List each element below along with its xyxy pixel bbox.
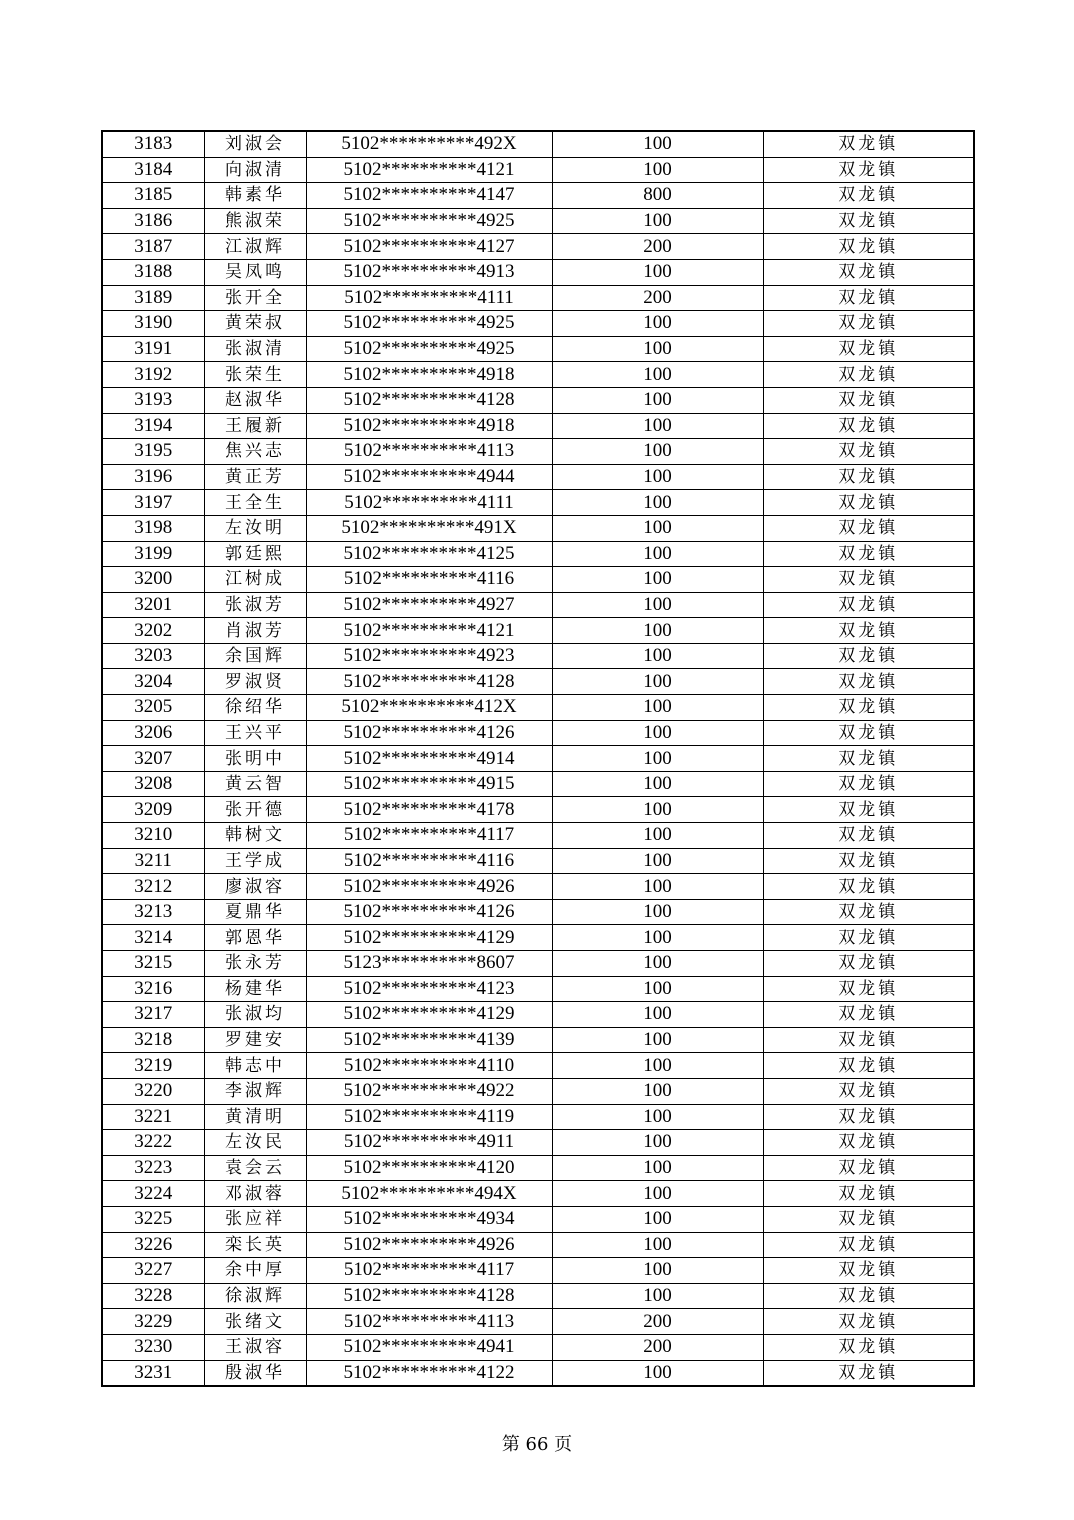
town-cell: 双龙镇 xyxy=(763,874,974,900)
id-number-cell: 5102**********4922 xyxy=(306,1078,552,1104)
name-cell: 郭恩华 xyxy=(204,925,306,951)
town-cell: 双龙镇 xyxy=(763,1258,974,1284)
amount-cell: 100 xyxy=(552,874,763,900)
id-number-cell: 5102**********494X xyxy=(306,1181,552,1207)
name-cell: 熊淑荣 xyxy=(204,208,306,234)
row-number-cell: 3188 xyxy=(102,259,204,285)
id-number-cell: 5102**********4128 xyxy=(306,387,552,413)
name-cell: 黄清明 xyxy=(204,1104,306,1130)
row-number-cell: 3225 xyxy=(102,1206,204,1232)
name-cell: 韩志中 xyxy=(204,1053,306,1079)
id-number-cell: 5102**********4110 xyxy=(306,1053,552,1079)
amount-cell: 200 xyxy=(552,234,763,260)
name-cell: 殷淑华 xyxy=(204,1360,306,1386)
amount-cell: 100 xyxy=(552,541,763,567)
id-number-cell: 5123**********8607 xyxy=(306,951,552,977)
id-number-cell: 5102**********4923 xyxy=(306,643,552,669)
id-number-cell: 5102**********4129 xyxy=(306,925,552,951)
table-row xyxy=(102,387,974,413)
name-cell: 栾长英 xyxy=(204,1232,306,1258)
row-number-cell: 3220 xyxy=(102,1078,204,1104)
amount-cell: 100 xyxy=(552,439,763,465)
name-cell: 王全生 xyxy=(204,490,306,516)
name-cell: 张开全 xyxy=(204,285,306,311)
table-row xyxy=(102,1155,974,1181)
id-number-cell: 5102**********4178 xyxy=(306,797,552,823)
town-cell: 双龙镇 xyxy=(763,771,974,797)
amount-cell: 100 xyxy=(552,1181,763,1207)
id-number-cell: 5102**********4926 xyxy=(306,1232,552,1258)
id-number-cell: 5102**********4914 xyxy=(306,746,552,772)
row-number-cell: 3189 xyxy=(102,285,204,311)
amount-cell: 100 xyxy=(552,157,763,183)
table-row xyxy=(102,976,974,1002)
amount-cell: 100 xyxy=(552,515,763,541)
table-row xyxy=(102,771,974,797)
id-number-cell: 5102**********4111 xyxy=(306,285,552,311)
row-number-cell: 3197 xyxy=(102,490,204,516)
id-number-cell: 5102**********412X xyxy=(306,695,552,721)
table-row xyxy=(102,1309,974,1335)
town-cell: 双龙镇 xyxy=(763,515,974,541)
table-row xyxy=(102,823,974,849)
row-number-cell: 3226 xyxy=(102,1232,204,1258)
town-cell: 双龙镇 xyxy=(763,720,974,746)
town-cell: 双龙镇 xyxy=(763,1002,974,1028)
town-cell: 双龙镇 xyxy=(763,183,974,209)
table-row xyxy=(102,541,974,567)
id-number-cell: 5102**********4925 xyxy=(306,208,552,234)
name-cell: 赵淑华 xyxy=(204,387,306,413)
amount-cell: 200 xyxy=(552,285,763,311)
row-number-cell: 3223 xyxy=(102,1155,204,1181)
id-number-cell: 5102**********4913 xyxy=(306,259,552,285)
town-cell: 双龙镇 xyxy=(763,464,974,490)
row-number-cell: 3221 xyxy=(102,1104,204,1130)
amount-cell: 100 xyxy=(552,746,763,772)
town-cell: 双龙镇 xyxy=(763,1309,974,1335)
id-number-cell: 5102**********4934 xyxy=(306,1206,552,1232)
table-row xyxy=(102,1232,974,1258)
id-number-cell: 5102**********4123 xyxy=(306,976,552,1002)
row-number-cell: 3211 xyxy=(102,848,204,874)
row-number-cell: 3227 xyxy=(102,1258,204,1284)
town-cell: 双龙镇 xyxy=(763,1206,974,1232)
row-number-cell: 3206 xyxy=(102,720,204,746)
amount-cell: 100 xyxy=(552,951,763,977)
row-number-cell: 3204 xyxy=(102,669,204,695)
amount-cell: 100 xyxy=(552,848,763,874)
table-row xyxy=(102,183,974,209)
town-cell: 双龙镇 xyxy=(763,1181,974,1207)
name-cell: 吴凤鸣 xyxy=(204,259,306,285)
name-cell: 张开德 xyxy=(204,797,306,823)
id-number-cell: 5102**********4926 xyxy=(306,874,552,900)
table-row xyxy=(102,1027,974,1053)
name-cell: 王兴平 xyxy=(204,720,306,746)
name-cell: 余国辉 xyxy=(204,643,306,669)
row-number-cell: 3222 xyxy=(102,1130,204,1156)
row-number-cell: 3183 xyxy=(102,131,204,157)
row-number-cell: 3207 xyxy=(102,746,204,772)
table-row xyxy=(102,1078,974,1104)
amount-cell: 100 xyxy=(552,490,763,516)
table-row xyxy=(102,1053,974,1079)
amount-cell: 800 xyxy=(552,183,763,209)
id-number-cell: 5102**********4941 xyxy=(306,1334,552,1360)
name-cell: 廖淑容 xyxy=(204,874,306,900)
name-cell: 徐绍华 xyxy=(204,695,306,721)
amount-cell: 100 xyxy=(552,1206,763,1232)
town-cell: 双龙镇 xyxy=(763,976,974,1002)
id-number-cell: 5102**********4126 xyxy=(306,720,552,746)
id-number-cell: 5102**********4128 xyxy=(306,1283,552,1309)
name-cell: 韩素华 xyxy=(204,183,306,209)
name-cell: 张应祥 xyxy=(204,1206,306,1232)
town-cell: 双龙镇 xyxy=(763,1130,974,1156)
row-number-cell: 3198 xyxy=(102,515,204,541)
table-row xyxy=(102,464,974,490)
row-number-cell: 3187 xyxy=(102,234,204,260)
amount-cell: 100 xyxy=(552,131,763,157)
amount-cell: 100 xyxy=(552,1232,763,1258)
row-number-cell: 3230 xyxy=(102,1334,204,1360)
name-cell: 张淑清 xyxy=(204,336,306,362)
row-number-cell: 3208 xyxy=(102,771,204,797)
table-row xyxy=(102,285,974,311)
name-cell: 张明中 xyxy=(204,746,306,772)
table-row xyxy=(102,311,974,337)
amount-cell: 100 xyxy=(552,1002,763,1028)
name-cell: 杨建华 xyxy=(204,976,306,1002)
table-row xyxy=(102,567,974,593)
amount-cell: 100 xyxy=(552,797,763,823)
id-number-cell: 5102**********4121 xyxy=(306,618,552,644)
town-cell: 双龙镇 xyxy=(763,387,974,413)
table-row xyxy=(102,1258,974,1284)
id-number-cell: 5102**********4113 xyxy=(306,439,552,465)
table-row xyxy=(102,259,974,285)
id-number-cell: 5102**********4122 xyxy=(306,1360,552,1386)
row-number-cell: 3212 xyxy=(102,874,204,900)
name-cell: 郭廷熙 xyxy=(204,541,306,567)
amount-cell: 100 xyxy=(552,618,763,644)
table-row xyxy=(102,746,974,772)
amount-cell: 100 xyxy=(552,771,763,797)
town-cell: 双龙镇 xyxy=(763,234,974,260)
row-number-cell: 3203 xyxy=(102,643,204,669)
name-cell: 张永芳 xyxy=(204,951,306,977)
row-number-cell: 3217 xyxy=(102,1002,204,1028)
town-cell: 双龙镇 xyxy=(763,925,974,951)
table-row xyxy=(102,1181,974,1207)
table-row xyxy=(102,618,974,644)
id-number-cell: 5102**********4125 xyxy=(306,541,552,567)
row-number-cell: 3201 xyxy=(102,592,204,618)
town-cell: 双龙镇 xyxy=(763,259,974,285)
row-number-cell: 3192 xyxy=(102,362,204,388)
town-cell: 双龙镇 xyxy=(763,490,974,516)
row-number-cell: 3231 xyxy=(102,1360,204,1386)
town-cell: 双龙镇 xyxy=(763,1053,974,1079)
row-number-cell: 3200 xyxy=(102,567,204,593)
row-number-cell: 3191 xyxy=(102,336,204,362)
amount-cell: 100 xyxy=(552,1258,763,1284)
row-number-cell: 3224 xyxy=(102,1181,204,1207)
table-row xyxy=(102,695,974,721)
table-row xyxy=(102,643,974,669)
amount-cell: 100 xyxy=(552,720,763,746)
table-row xyxy=(102,1130,974,1156)
amount-cell: 100 xyxy=(552,592,763,618)
name-cell: 焦兴志 xyxy=(204,439,306,465)
name-cell: 罗淑贤 xyxy=(204,669,306,695)
town-cell: 双龙镇 xyxy=(763,643,974,669)
id-number-cell: 5102**********4129 xyxy=(306,1002,552,1028)
amount-cell: 100 xyxy=(552,1360,763,1386)
amount-cell: 100 xyxy=(552,899,763,925)
amount-cell: 200 xyxy=(552,1334,763,1360)
table-row xyxy=(102,131,974,157)
name-cell: 徐淑辉 xyxy=(204,1283,306,1309)
table-row xyxy=(102,1104,974,1130)
amount-cell: 200 xyxy=(552,1309,763,1335)
town-cell: 双龙镇 xyxy=(763,1334,974,1360)
id-number-cell: 5102**********4147 xyxy=(306,183,552,209)
town-cell: 双龙镇 xyxy=(763,797,974,823)
amount-cell: 100 xyxy=(552,1053,763,1079)
town-cell: 双龙镇 xyxy=(763,899,974,925)
table-row xyxy=(102,515,974,541)
town-cell: 双龙镇 xyxy=(763,823,974,849)
table-row xyxy=(102,925,974,951)
name-cell: 李淑辉 xyxy=(204,1078,306,1104)
name-cell: 余中厚 xyxy=(204,1258,306,1284)
id-number-cell: 5102**********4119 xyxy=(306,1104,552,1130)
id-number-cell: 5102**********4120 xyxy=(306,1155,552,1181)
table-row xyxy=(102,157,974,183)
name-cell: 江淑辉 xyxy=(204,234,306,260)
amount-cell: 100 xyxy=(552,925,763,951)
town-cell: 双龙镇 xyxy=(763,413,974,439)
row-number-cell: 3209 xyxy=(102,797,204,823)
name-cell: 张淑芳 xyxy=(204,592,306,618)
name-cell: 江树成 xyxy=(204,567,306,593)
name-cell: 左汝民 xyxy=(204,1130,306,1156)
table-row xyxy=(102,439,974,465)
amount-cell: 100 xyxy=(552,311,763,337)
town-cell: 双龙镇 xyxy=(763,567,974,593)
row-number-cell: 3194 xyxy=(102,413,204,439)
name-cell: 罗建安 xyxy=(204,1027,306,1053)
table-row xyxy=(102,848,974,874)
town-cell: 双龙镇 xyxy=(763,695,974,721)
row-number-cell: 3219 xyxy=(102,1053,204,1079)
town-cell: 双龙镇 xyxy=(763,285,974,311)
id-number-cell: 5102**********4925 xyxy=(306,311,552,337)
row-number-cell: 3214 xyxy=(102,925,204,951)
town-cell: 双龙镇 xyxy=(763,1232,974,1258)
name-cell: 向淑清 xyxy=(204,157,306,183)
town-cell: 双龙镇 xyxy=(763,1104,974,1130)
page-number: 第 66 页 xyxy=(501,1434,573,1455)
name-cell: 刘淑会 xyxy=(204,131,306,157)
name-cell: 王学成 xyxy=(204,848,306,874)
table-row xyxy=(102,1360,974,1386)
amount-cell: 100 xyxy=(552,464,763,490)
name-cell: 左汝明 xyxy=(204,515,306,541)
name-cell: 王淑容 xyxy=(204,1334,306,1360)
name-cell: 张淑均 xyxy=(204,1002,306,1028)
id-number-cell: 5102**********4117 xyxy=(306,823,552,849)
town-cell: 双龙镇 xyxy=(763,1078,974,1104)
id-number-cell: 5102**********4128 xyxy=(306,669,552,695)
id-number-cell: 5102**********4121 xyxy=(306,157,552,183)
id-number-cell: 5102**********4116 xyxy=(306,567,552,593)
name-cell: 张荣生 xyxy=(204,362,306,388)
name-cell: 肖淑芳 xyxy=(204,618,306,644)
row-number-cell: 3199 xyxy=(102,541,204,567)
name-cell: 黄云智 xyxy=(204,771,306,797)
table-row xyxy=(102,951,974,977)
town-cell: 双龙镇 xyxy=(763,1283,974,1309)
name-cell: 黄正芳 xyxy=(204,464,306,490)
town-cell: 双龙镇 xyxy=(763,439,974,465)
amount-cell: 100 xyxy=(552,1130,763,1156)
table-row xyxy=(102,1283,974,1309)
town-cell: 双龙镇 xyxy=(763,848,974,874)
table-row xyxy=(102,208,974,234)
amount-cell: 100 xyxy=(552,413,763,439)
id-number-cell: 5102**********4925 xyxy=(306,336,552,362)
town-cell: 双龙镇 xyxy=(763,157,974,183)
table-row xyxy=(102,362,974,388)
table-row xyxy=(102,490,974,516)
row-number-cell: 3193 xyxy=(102,387,204,413)
row-number-cell: 3186 xyxy=(102,208,204,234)
town-cell: 双龙镇 xyxy=(763,618,974,644)
data-table xyxy=(101,130,975,1387)
row-number-cell: 3215 xyxy=(102,951,204,977)
town-cell: 双龙镇 xyxy=(763,669,974,695)
amount-cell: 100 xyxy=(552,1155,763,1181)
name-cell: 张绪文 xyxy=(204,1309,306,1335)
amount-cell: 100 xyxy=(552,259,763,285)
town-cell: 双龙镇 xyxy=(763,362,974,388)
name-cell: 王履新 xyxy=(204,413,306,439)
id-number-cell: 5102**********492X xyxy=(306,131,552,157)
town-cell: 双龙镇 xyxy=(763,311,974,337)
id-number-cell: 5102**********4127 xyxy=(306,234,552,260)
amount-cell: 100 xyxy=(552,208,763,234)
amount-cell: 100 xyxy=(552,1078,763,1104)
row-number-cell: 3185 xyxy=(102,183,204,209)
amount-cell: 100 xyxy=(552,643,763,669)
row-number-cell: 3216 xyxy=(102,976,204,1002)
town-cell: 双龙镇 xyxy=(763,208,974,234)
id-number-cell: 5102**********4117 xyxy=(306,1258,552,1284)
id-number-cell: 5102**********4915 xyxy=(306,771,552,797)
id-number-cell: 5102**********4944 xyxy=(306,464,552,490)
amount-cell: 100 xyxy=(552,387,763,413)
row-number-cell: 3229 xyxy=(102,1309,204,1335)
id-number-cell: 5102**********4927 xyxy=(306,592,552,618)
amount-cell: 100 xyxy=(552,823,763,849)
town-cell: 双龙镇 xyxy=(763,951,974,977)
table-row xyxy=(102,669,974,695)
id-number-cell: 5102**********4111 xyxy=(306,490,552,516)
amount-cell: 100 xyxy=(552,976,763,1002)
name-cell: 韩树文 xyxy=(204,823,306,849)
id-number-cell: 5102**********4918 xyxy=(306,413,552,439)
name-cell: 夏鼎华 xyxy=(204,899,306,925)
table-row xyxy=(102,797,974,823)
row-number-cell: 3218 xyxy=(102,1027,204,1053)
table-row xyxy=(102,720,974,746)
town-cell: 双龙镇 xyxy=(763,746,974,772)
id-number-cell: 5102**********4911 xyxy=(306,1130,552,1156)
row-number-cell: 3213 xyxy=(102,899,204,925)
town-cell: 双龙镇 xyxy=(763,541,974,567)
amount-cell: 100 xyxy=(552,362,763,388)
row-number-cell: 3205 xyxy=(102,695,204,721)
table-row xyxy=(102,899,974,925)
table-row xyxy=(102,336,974,362)
id-number-cell: 5102**********4126 xyxy=(306,899,552,925)
amount-cell: 100 xyxy=(552,669,763,695)
table-row xyxy=(102,413,974,439)
table-row xyxy=(102,874,974,900)
table-row xyxy=(102,1206,974,1232)
row-number-cell: 3202 xyxy=(102,618,204,644)
name-cell: 袁会云 xyxy=(204,1155,306,1181)
table-row xyxy=(102,1002,974,1028)
id-number-cell: 5102**********4116 xyxy=(306,848,552,874)
row-number-cell: 3190 xyxy=(102,311,204,337)
row-number-cell: 3228 xyxy=(102,1283,204,1309)
name-cell: 黄荣叔 xyxy=(204,311,306,337)
amount-cell: 100 xyxy=(552,1027,763,1053)
town-cell: 双龙镇 xyxy=(763,592,974,618)
row-number-cell: 3184 xyxy=(102,157,204,183)
id-number-cell: 5102**********4139 xyxy=(306,1027,552,1053)
town-cell: 双龙镇 xyxy=(763,131,974,157)
amount-cell: 100 xyxy=(552,1104,763,1130)
amount-cell: 100 xyxy=(552,336,763,362)
id-number-cell: 5102**********491X xyxy=(306,515,552,541)
town-cell: 双龙镇 xyxy=(763,1360,974,1386)
amount-cell: 100 xyxy=(552,695,763,721)
table-row xyxy=(102,1334,974,1360)
table-row xyxy=(102,592,974,618)
town-cell: 双龙镇 xyxy=(763,336,974,362)
amount-cell: 100 xyxy=(552,567,763,593)
id-number-cell: 5102**********4918 xyxy=(306,362,552,388)
row-number-cell: 3210 xyxy=(102,823,204,849)
amount-cell: 100 xyxy=(552,1283,763,1309)
table-body xyxy=(102,131,974,1386)
table-row xyxy=(102,234,974,260)
name-cell: 邓淑蓉 xyxy=(204,1181,306,1207)
town-cell: 双龙镇 xyxy=(763,1155,974,1181)
row-number-cell: 3196 xyxy=(102,464,204,490)
id-number-cell: 5102**********4113 xyxy=(306,1309,552,1335)
town-cell: 双龙镇 xyxy=(763,1027,974,1053)
row-number-cell: 3195 xyxy=(102,439,204,465)
